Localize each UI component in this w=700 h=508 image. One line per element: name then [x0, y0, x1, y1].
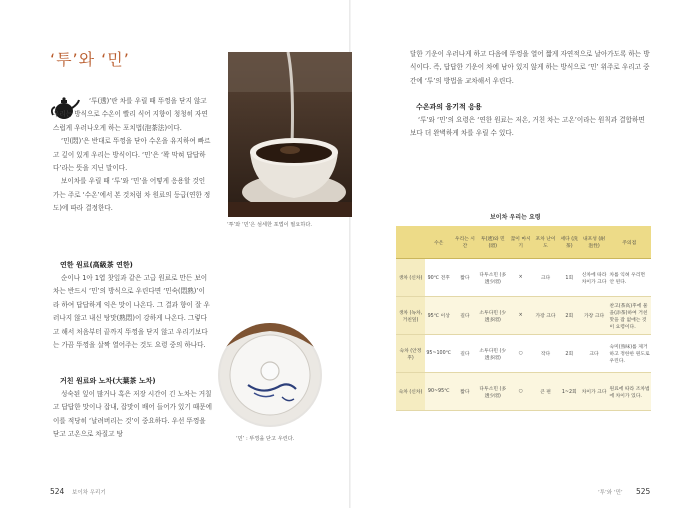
table-header: 세다 (洗茶) — [558, 226, 581, 259]
table-cell: × — [508, 259, 533, 297]
table-cell: 가장 크다 — [533, 297, 558, 335]
table-header-row — [396, 226, 651, 259]
table-cell: 짧다 — [453, 259, 478, 297]
table-cell: 1회 — [558, 259, 581, 297]
table-header: 내포성 (耐泡性) — [581, 226, 608, 259]
table-cell: 길다 — [453, 335, 478, 373]
table-cell: 90~95℃ — [425, 373, 453, 411]
table-cell: 생차 (신차) — [396, 259, 425, 297]
table-cell: 큰 편 — [533, 373, 558, 411]
table-cell: 다투소민 (多透少悶) — [477, 373, 508, 411]
table-cell: ○ — [508, 373, 533, 411]
section-text: 순이나 1아 1엽 찻잎과 같은 고급 원료로 만든 보이차는 반드시 ‘민’의 방식으로 우린다면 ‘민숙(悶熟)’이라 하여 답답하게 익은 맛이 나온다. 그 결과 향이 잘 우러나지 않고 내신 탕맛(熟悶)이 강하게 나온다. 그렇다고 해서 처음부터 끝까지 뚜껑을 닫지 않고 우리기보다는 가끔 뚜껑을 살짝 열어주는 것도 요령 중의 하나다. — [53, 274, 210, 350]
photo-caption: ‘투’와 ‘민’은 섬세한 포법이 필요하다. — [227, 222, 312, 228]
table-cell: 2회 — [558, 335, 581, 373]
section-heading: 수온과의 융기적 응용 — [416, 103, 482, 111]
table-row — [396, 297, 651, 335]
table-cell: 1~2회 — [558, 373, 581, 411]
tea-pour-photo — [228, 52, 352, 217]
table-cell: × — [508, 297, 533, 335]
table-cell: 길다 — [453, 297, 478, 335]
table-header — [396, 226, 425, 259]
table-cell: 95℃ 이상 — [425, 297, 453, 335]
table-cell: 생차 (녹차, 거친잎) — [396, 297, 425, 335]
gaiwan-lid-photo — [218, 323, 322, 427]
table-title: 보이차 우리는 요령 — [490, 214, 541, 221]
table-cell: 소투다민 (少透多悶) — [477, 297, 508, 335]
section-heading: 거친 원료와 노차(大葉茶 노차) — [60, 377, 156, 385]
table-cell: 찬고(茶高)후에 물을(添茶)하여 거친 맛을 잡 없애는 것이 요령이다. — [608, 297, 652, 335]
intro-paragraph: ‘투(透)’란 차를 우릴 때 뚜껑을 닫지 않고 우리는 방식으로 수온이 빨리 식어 지향이 청청히 자연스럽게 우러나오게 하는 포치법(泡茶法)이다. — [53, 97, 208, 132]
table-cell: 크다 — [581, 335, 608, 373]
continued-paragraph — [410, 48, 650, 88]
table-cell: 숙차 (안정후) — [396, 335, 425, 373]
table-cell: 원료에 따라 조차법에 차이가 있다. — [608, 373, 652, 411]
table-cell: 90℃ 전후 — [425, 259, 453, 297]
section-text: ‘투’와 ‘민’의 요령은 ‘연한 원료는 저온, 거친 차는 고온’이라는 원칙과 결합하면 보다 더 완벽하게 차를 우릴 수 있다. — [410, 116, 645, 138]
section-paragraph — [410, 114, 650, 141]
section-paragraph — [53, 388, 213, 442]
intro-paragraphs — [53, 95, 211, 216]
table-cell: 다투소민 (多透少悶) — [477, 259, 508, 297]
section-paragraph — [53, 272, 211, 352]
table-cell: 크다 — [533, 259, 558, 297]
section-text: 성숙된 잎이 많거나 혹은 저장 시간이 긴 노차는 거칠고 답답한 맛이나 잡내, 잡맛이 배어 들어가 있기 때문에 이를 적당히 ‘날려버리는 것’이 중요하다. 우선 뚜껑을 닫고 고온으로 차질고 탕 — [53, 390, 212, 439]
table-header: 수온 — [425, 226, 453, 259]
table-header: 주의점 — [608, 226, 652, 259]
table-cell: 짧다 — [453, 373, 478, 411]
table-row — [396, 335, 651, 373]
continued-text: 달한 기운이 우러나게 하고 다음에 뚜껑을 열어 짧게 자연적으로 날아가도록 하는 방식이다. 즉, 답답한 기운이 차에 남아 있지 않게 하는 방식으로 ‘민’ 위주로 우리고 중간에 ‘투’의 방법을 교차해서 우린다. — [410, 50, 650, 85]
page-number: 524 — [50, 487, 65, 496]
table-header: 끓이 마시기 — [508, 226, 533, 259]
table-cell: 차이가 크다 — [581, 373, 608, 411]
table-cell: 가장 크다 — [581, 297, 608, 335]
table-header: 우리는 시간 — [453, 226, 478, 259]
photo-caption: ‘민’ : 뚜껑을 닫고 우린다. — [236, 436, 295, 442]
intro-paragraph: ‘민(悶)’은 반대로 뚜껑을 닫아 수온을 유지하여 빠르고 깊이 있게 우리는 방식이다. ‘민’은 ‘꽉 막혀 답답하다’라는 뜻을 지닌 말이다. — [53, 137, 211, 173]
table-cell: 2회 — [558, 297, 581, 335]
table-row — [396, 259, 651, 297]
page-title: ‘투’와 ‘민’ — [50, 50, 130, 69]
table-cell: ○ — [508, 335, 533, 373]
table-header: 투(透)와 민(悶) — [477, 226, 508, 259]
table-row — [396, 373, 651, 411]
page-number: 525 — [636, 487, 651, 496]
section-heading: 연한 원료(高級茶 연한) — [60, 261, 133, 269]
running-title: ‘투’와 ‘민’ — [598, 490, 623, 496]
table-cell: 95~100℃ — [425, 335, 453, 373]
running-title: 보이차 우리기 — [72, 490, 106, 496]
brewing-table — [396, 226, 651, 411]
table-cell: 숙미(熟味)를 제거하고 정한한 원도로 우린다. — [608, 335, 652, 373]
table-cell: 소투다민 (少透多悶) — [477, 335, 508, 373]
table-cell: 작다 — [533, 335, 558, 373]
table-cell: 신차에 따라 차이가 크다 — [581, 259, 608, 297]
table-cell: 차를 익혀 우리면 안 된다. — [608, 259, 652, 297]
intro-paragraph: 보이차를 우릴 때 ‘투’와 ‘민’을 어떻게 응용할 것인가는 주로 ‘수온’에서 본 것처럼 차 원료의 등급(연한 정도)에 따라 결정한다. — [53, 177, 211, 213]
table-header: 포차 난이도 — [533, 226, 558, 259]
table-cell: 숙차 (신차) — [396, 373, 425, 411]
